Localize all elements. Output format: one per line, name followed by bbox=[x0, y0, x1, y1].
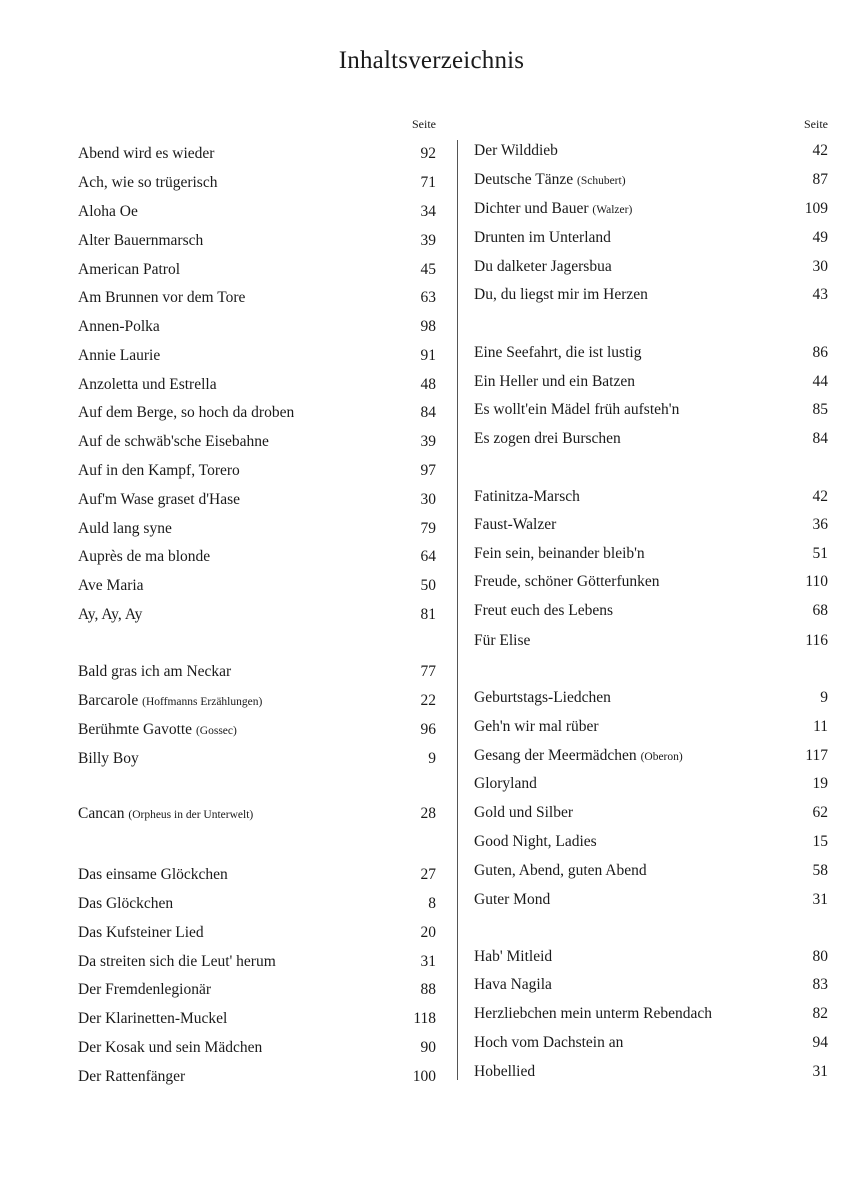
entry-title-text: Gesang der Meermädchen bbox=[474, 747, 637, 764]
entry-title-text: Der Wilddieb bbox=[474, 142, 558, 159]
entry-title bbox=[474, 859, 647, 883]
entry-page-number: 15 bbox=[812, 833, 828, 850]
entry-title-text: Da streiten sich die Leut' herum bbox=[78, 953, 276, 970]
index-entry bbox=[474, 715, 828, 739]
entry-title bbox=[78, 258, 180, 282]
entry-title bbox=[78, 863, 228, 887]
entry-title-text: Das Kufsteiner Lied bbox=[78, 924, 204, 941]
index-entry bbox=[474, 370, 828, 394]
index-entry bbox=[78, 978, 436, 1002]
index-entry bbox=[78, 1065, 436, 1089]
entry-page-number: 85 bbox=[812, 401, 828, 418]
index-entry bbox=[474, 542, 828, 566]
entry-title-text: Abend wird es wieder bbox=[78, 145, 215, 162]
index-entry bbox=[78, 802, 436, 826]
entry-title-text: Anzoletta und Estrella bbox=[78, 376, 217, 393]
entry-title bbox=[78, 747, 139, 771]
entry-title-text: Berühmte Gavotte bbox=[78, 721, 193, 738]
entry-title bbox=[474, 139, 558, 163]
entry-title bbox=[474, 197, 632, 222]
entry-page-number: 71 bbox=[420, 174, 436, 191]
index-entry bbox=[474, 1031, 828, 1055]
entry-page-number: 31 bbox=[812, 891, 828, 908]
entry-title-text: Annen-Polka bbox=[78, 318, 160, 335]
entry-title-text: Fein sein, beinander bleib'n bbox=[474, 545, 645, 562]
entry-page-number: 39 bbox=[420, 232, 436, 249]
entry-title-text: Das einsame Glöckchen bbox=[78, 866, 228, 883]
entry-page-number: 22 bbox=[420, 692, 436, 709]
entry-title-text: Hobellied bbox=[474, 1063, 536, 1080]
index-entry bbox=[78, 689, 436, 713]
entry-page-number: 68 bbox=[812, 602, 828, 619]
entry-page-number: 31 bbox=[420, 953, 436, 970]
entry-title-text: Aloha Oe bbox=[78, 203, 138, 220]
entry-title-text: Ach, wie so trügerisch bbox=[78, 174, 218, 191]
entry-title bbox=[78, 229, 203, 253]
entry-page-number: 116 bbox=[805, 632, 828, 649]
index-entry bbox=[78, 921, 436, 945]
entry-page-number: 96 bbox=[420, 721, 436, 738]
entry-title bbox=[78, 802, 253, 827]
entry-page-number: 44 bbox=[812, 373, 828, 390]
index-entry bbox=[474, 599, 828, 623]
index-entry bbox=[474, 801, 828, 825]
entry-title-text: Drunten im Unterland bbox=[474, 229, 611, 246]
entry-note: (Hoffmanns Erzählungen) bbox=[142, 696, 263, 708]
entry-title-text: Geburtstags-Liedchen bbox=[474, 689, 611, 706]
entry-page-number: 62 bbox=[812, 804, 828, 821]
entry-page-number: 8 bbox=[428, 895, 436, 912]
index-entry bbox=[474, 485, 828, 509]
entry-note: (Oberon) bbox=[640, 751, 683, 763]
index-entry bbox=[474, 744, 828, 768]
index-entry bbox=[78, 286, 436, 310]
entry-title-text: Der Klarinetten-Muckel bbox=[78, 1010, 228, 1027]
entry-title-text: Fatinitza-Marsch bbox=[474, 488, 580, 505]
index-entry bbox=[474, 945, 828, 969]
index-entry bbox=[474, 283, 828, 307]
entry-title-text: Es zogen drei Burschen bbox=[474, 430, 621, 447]
entry-page-number: 92 bbox=[420, 145, 436, 162]
entry-page-number: 98 bbox=[420, 318, 436, 335]
entry-page-number: 84 bbox=[812, 430, 828, 447]
entry-title-text: Der Kosak und sein Mädchen bbox=[78, 1039, 263, 1056]
index-entry bbox=[474, 859, 828, 883]
entry-page-number: 31 bbox=[812, 1063, 828, 1080]
entry-page-number: 36 bbox=[812, 516, 828, 533]
entry-page-number: 110 bbox=[805, 573, 828, 590]
entry-title-text: Hava Nagila bbox=[474, 976, 552, 993]
entry-title-text: Gold und Silber bbox=[474, 804, 574, 821]
entry-page-number: 97 bbox=[420, 462, 436, 479]
index-entry bbox=[78, 950, 436, 974]
entry-page-number: 19 bbox=[812, 775, 828, 792]
index-entry bbox=[78, 488, 436, 512]
entry-title bbox=[78, 286, 245, 310]
entry-page-number: 81 bbox=[420, 606, 436, 623]
entry-page-number: 84 bbox=[420, 404, 436, 421]
entry-title bbox=[78, 921, 204, 945]
entry-title-text: Es wollt'ein Mädel früh aufsteh'n bbox=[474, 401, 680, 418]
entry-page-number: 51 bbox=[812, 545, 828, 562]
entry-page-number: 109 bbox=[804, 200, 828, 217]
entry-title bbox=[474, 513, 556, 537]
entry-title bbox=[474, 744, 683, 769]
index-entry bbox=[474, 197, 828, 221]
index-entry bbox=[78, 892, 436, 916]
entry-page-number: 48 bbox=[420, 376, 436, 393]
entry-title-text: Auf dem Berge, so hoch da droben bbox=[78, 404, 295, 421]
index-entry bbox=[474, 830, 828, 854]
entry-title bbox=[474, 255, 612, 279]
index-entry bbox=[474, 686, 828, 710]
entry-title-text: Freut euch des Lebens bbox=[474, 602, 614, 619]
index-entry bbox=[78, 401, 436, 425]
entry-page-number: 49 bbox=[812, 229, 828, 246]
index-entry bbox=[78, 142, 436, 166]
entry-title bbox=[474, 715, 599, 739]
entry-title bbox=[474, 686, 611, 710]
index-entry bbox=[474, 1002, 828, 1026]
page-column-header-right: Seite bbox=[804, 117, 828, 131]
entry-title-text: Hab' Mitleid bbox=[474, 948, 553, 965]
index-entry bbox=[78, 373, 436, 397]
entry-title-text: Für Elise bbox=[474, 632, 531, 649]
entry-title bbox=[474, 1031, 623, 1055]
entry-title-text: Good Night, Ladies bbox=[474, 833, 597, 850]
entry-title bbox=[78, 200, 138, 224]
entry-title-text: Barcarole bbox=[78, 692, 139, 709]
entry-page-number: 80 bbox=[812, 948, 828, 965]
index-entry bbox=[474, 139, 828, 163]
entry-title bbox=[78, 1065, 185, 1089]
entry-title bbox=[78, 315, 160, 339]
entry-page-number: 34 bbox=[420, 203, 436, 220]
entry-page-number: 77 bbox=[420, 663, 436, 680]
entry-title-text: Gloryland bbox=[474, 775, 537, 792]
entry-page-number: 9 bbox=[428, 750, 436, 767]
index-entry bbox=[78, 603, 436, 627]
entry-title bbox=[474, 1002, 712, 1026]
entry-title-text: Alter Bauernmarsch bbox=[78, 232, 204, 249]
entry-page-number: 79 bbox=[420, 520, 436, 537]
entry-title-text: Das Glöckchen bbox=[78, 895, 174, 912]
index-entry bbox=[78, 747, 436, 771]
index-entry bbox=[474, 570, 828, 594]
entry-page-number: 90 bbox=[420, 1039, 436, 1056]
index-entry bbox=[78, 517, 436, 541]
entry-page-number: 100 bbox=[412, 1068, 436, 1085]
entry-title-text: Der Rattenfänger bbox=[78, 1068, 186, 1085]
entry-title bbox=[474, 398, 679, 422]
entry-note: (Walzer) bbox=[592, 204, 633, 216]
entry-title bbox=[78, 171, 217, 195]
entry-page-number: 82 bbox=[812, 1005, 828, 1022]
index-entry bbox=[78, 459, 436, 483]
index-entry bbox=[78, 545, 436, 569]
entry-page-number: 45 bbox=[420, 261, 436, 278]
entry-title-text: Billy Boy bbox=[78, 750, 139, 767]
entry-title-text: Annie Laurie bbox=[78, 347, 161, 364]
index-entry bbox=[78, 1007, 436, 1031]
entry-title bbox=[78, 344, 160, 368]
entry-title-text: Auf de schwäb'sche Eisebahne bbox=[78, 433, 269, 450]
entry-title bbox=[474, 168, 626, 193]
index-entry bbox=[78, 1036, 436, 1060]
entry-title bbox=[474, 542, 645, 566]
entry-title bbox=[474, 772, 537, 796]
entry-title bbox=[474, 599, 613, 623]
entry-title-text: Ay, Ay, Ay bbox=[78, 606, 143, 623]
index-entry bbox=[78, 863, 436, 887]
index-entry bbox=[78, 229, 436, 253]
index-entry bbox=[78, 344, 436, 368]
entry-title-text: Eine Seefahrt, die ist lustig bbox=[474, 344, 642, 361]
entry-page-number: 64 bbox=[420, 548, 436, 565]
entry-page-number: 11 bbox=[813, 718, 828, 735]
entry-page-number: 117 bbox=[805, 747, 828, 764]
index-entry bbox=[474, 888, 828, 912]
entry-title bbox=[474, 830, 597, 854]
index-entry bbox=[474, 341, 828, 365]
page-column-header-left: Seite bbox=[412, 117, 436, 131]
entry-page-number: 58 bbox=[812, 862, 828, 879]
entry-title bbox=[78, 1007, 227, 1031]
index-entry bbox=[78, 718, 436, 742]
entry-title-text: Herzliebchen mein unterm Rebendach bbox=[474, 1005, 712, 1022]
entry-title-text: Guten, Abend, guten Abend bbox=[474, 862, 647, 879]
entry-page-number: 28 bbox=[420, 805, 436, 822]
entry-page-number: 118 bbox=[413, 1010, 436, 1027]
entry-title bbox=[78, 660, 231, 684]
entry-title-text: Ave Maria bbox=[78, 577, 144, 594]
entry-title-text: Freude, schöner Götterfunken bbox=[474, 573, 660, 590]
entry-title bbox=[78, 978, 211, 1002]
entry-note: (Gossec) bbox=[195, 725, 237, 737]
entry-page-number: 86 bbox=[812, 344, 828, 361]
entry-page-number: 30 bbox=[812, 258, 828, 275]
index-entry bbox=[78, 574, 436, 598]
index-entry bbox=[474, 973, 828, 997]
entry-page-number: 30 bbox=[420, 491, 436, 508]
entry-note: (Schubert) bbox=[577, 175, 626, 187]
entry-title-text: American Patrol bbox=[78, 261, 181, 278]
entry-title-text: Auld lang syne bbox=[78, 520, 172, 537]
column-divider bbox=[457, 140, 458, 1080]
entry-title bbox=[474, 801, 573, 825]
entry-title bbox=[78, 1036, 262, 1060]
index-entry bbox=[474, 772, 828, 796]
entry-title bbox=[474, 283, 648, 307]
entry-title bbox=[474, 629, 530, 653]
entry-title bbox=[474, 888, 550, 912]
index-entry bbox=[78, 660, 436, 684]
entry-page-number: 42 bbox=[812, 488, 828, 505]
entry-title bbox=[78, 545, 210, 569]
entry-title bbox=[474, 427, 621, 451]
entry-title-text: Am Brunnen vor dem Tore bbox=[78, 289, 246, 306]
index-entry bbox=[78, 315, 436, 339]
entry-title-text: Der Fremdenlegionär bbox=[78, 981, 211, 998]
entry-title bbox=[474, 945, 552, 969]
entry-title bbox=[474, 226, 611, 250]
entry-title-text: Ein Heller und ein Batzen bbox=[474, 373, 635, 390]
entry-title bbox=[78, 430, 269, 454]
entry-title-text: Du, du liegst mir im Herzen bbox=[474, 286, 648, 303]
entry-title bbox=[78, 574, 144, 598]
entry-title bbox=[78, 950, 276, 974]
index-entry bbox=[474, 1060, 828, 1084]
entry-title-text: Auf'm Wase graset d'Hase bbox=[78, 491, 241, 508]
entry-page-number: 42 bbox=[812, 142, 828, 159]
entry-title-text: Dichter und Bauer bbox=[474, 200, 589, 217]
entry-title bbox=[78, 373, 217, 397]
index-entry bbox=[78, 258, 436, 282]
entry-title bbox=[474, 370, 635, 394]
entry-title bbox=[474, 341, 641, 365]
index-entry bbox=[474, 226, 828, 250]
entry-title-text: Faust-Walzer bbox=[474, 516, 557, 533]
entry-title bbox=[474, 973, 552, 997]
entry-page-number: 20 bbox=[420, 924, 436, 941]
page-title: Inhaltsverzeichnis bbox=[338, 47, 525, 74]
index-entry bbox=[78, 171, 436, 195]
entry-page-number: 63 bbox=[420, 289, 436, 306]
entry-page-number: 27 bbox=[420, 866, 436, 883]
index-entry bbox=[474, 255, 828, 279]
entry-title bbox=[78, 603, 142, 627]
entry-title bbox=[78, 142, 214, 166]
entry-title bbox=[78, 689, 262, 714]
entry-title bbox=[474, 1060, 535, 1084]
entry-title-text: Geh'n wir mal rüber bbox=[474, 718, 599, 735]
entry-page-number: 83 bbox=[812, 976, 828, 993]
index-entry bbox=[78, 430, 436, 454]
entry-page-number: 50 bbox=[420, 577, 436, 594]
entry-page-number: 87 bbox=[812, 171, 828, 188]
index-entry bbox=[474, 629, 828, 653]
entry-title-text: Hoch vom Dachstein an bbox=[474, 1034, 624, 1051]
entry-title-text: Du dalketer Jagersbua bbox=[474, 258, 612, 275]
index-entry bbox=[474, 427, 828, 451]
entry-title bbox=[78, 488, 240, 512]
entry-title bbox=[78, 892, 173, 916]
entry-title-text: Cancan bbox=[78, 805, 125, 822]
entry-title-text: Guter Mond bbox=[474, 891, 551, 908]
entry-title-text: Deutsche Tänze bbox=[474, 171, 574, 188]
entry-page-number: 91 bbox=[420, 347, 436, 364]
entry-page-number: 39 bbox=[420, 433, 436, 450]
entry-title bbox=[474, 485, 580, 509]
index-entry bbox=[78, 200, 436, 224]
entry-title-text: Auprès de ma blonde bbox=[78, 548, 211, 565]
index-entry bbox=[474, 168, 828, 192]
index-entry bbox=[474, 513, 828, 537]
entry-title-text: Bald gras ich am Neckar bbox=[78, 663, 232, 680]
entry-title bbox=[78, 401, 294, 425]
entry-note: (Orpheus in der Unterwelt) bbox=[128, 809, 254, 821]
entry-page-number: 88 bbox=[420, 981, 436, 998]
entry-title bbox=[78, 718, 237, 743]
entry-title bbox=[78, 459, 240, 483]
entry-page-number: 9 bbox=[820, 689, 828, 706]
entry-page-number: 43 bbox=[812, 286, 828, 303]
entry-title bbox=[474, 570, 660, 594]
entry-title bbox=[78, 517, 172, 541]
entry-page-number: 94 bbox=[812, 1034, 828, 1051]
index-entry bbox=[474, 398, 828, 422]
entry-title-text: Auf in den Kampf, Torero bbox=[78, 462, 240, 479]
